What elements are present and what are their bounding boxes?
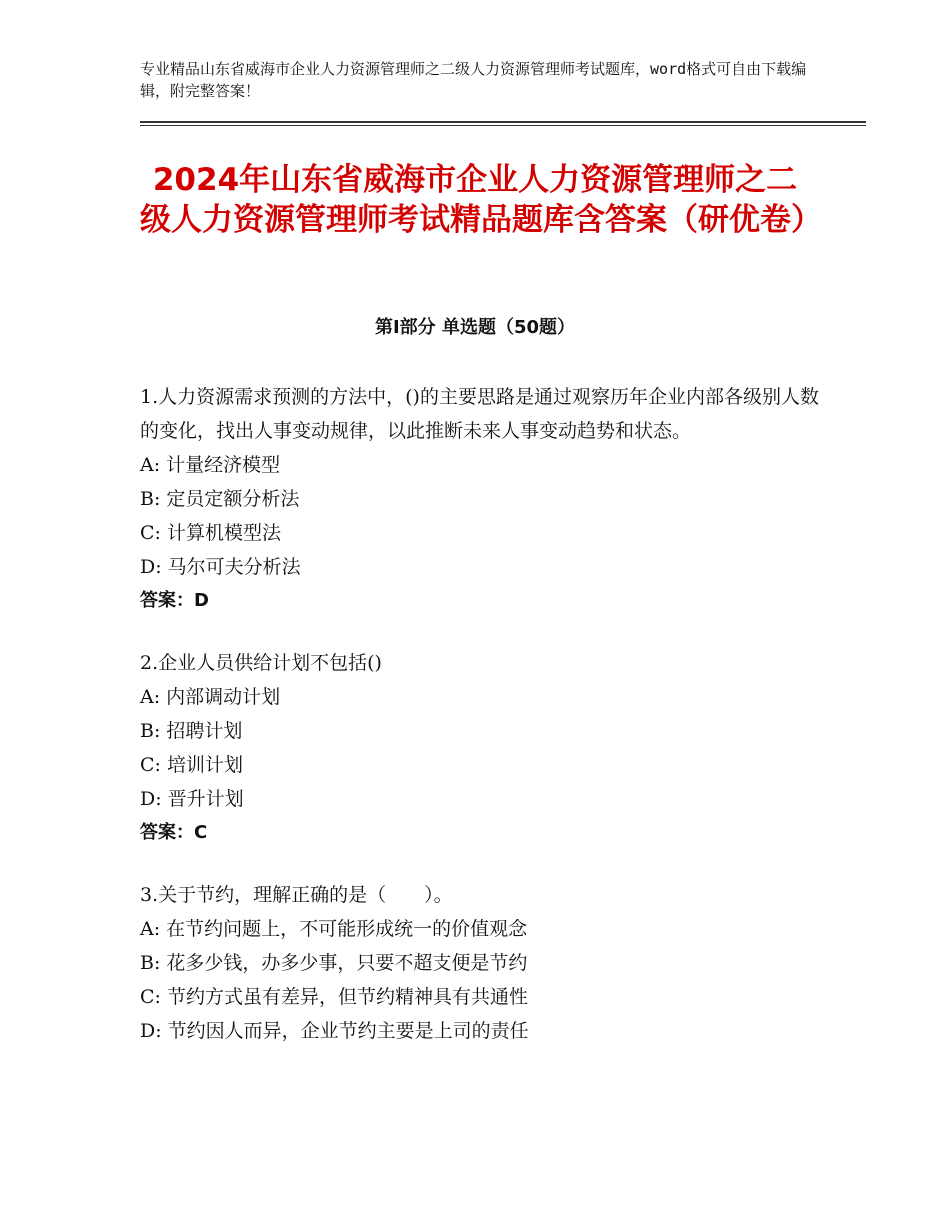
header-divider-thick xyxy=(140,121,866,123)
option-c: C: 节约方式虽有差异，但节约精神具有共通性 xyxy=(140,986,528,1008)
section-title: 第Ⅰ部分 单选题（50题） xyxy=(374,317,575,338)
option-d: D: 晋升计划 xyxy=(140,788,244,810)
option-c: C: 计算机模型法 xyxy=(140,522,281,544)
answer: 答案：D xyxy=(140,590,209,611)
document-title: 2024年山东省威海市企业人力资源管理师之二级人力资源管理师考试精品题库含答案（研优卷） xyxy=(140,162,822,238)
header-divider-thin xyxy=(140,125,866,126)
option-d: D: 马尔可夫分析法 xyxy=(140,556,301,578)
question-2 xyxy=(140,646,820,850)
option-a: A: 计量经济模型 xyxy=(140,454,281,476)
question-stem: 2.企业人员供给计划不包括() xyxy=(140,652,382,674)
question-3 xyxy=(140,878,820,1048)
option-b: B: 花多少钱，办多少事，只要不超支便是节约 xyxy=(140,952,528,974)
option-b: B: 定员定额分析法 xyxy=(140,488,300,510)
option-a: A: 内部调动计划 xyxy=(140,686,281,708)
option-b: B: 招聘计划 xyxy=(140,720,243,742)
option-a: A: 在节约问题上，不可能形成统一的价值观念 xyxy=(140,918,528,940)
question-stem: 3.关于节约，理解正确的是（ ）。 xyxy=(140,884,453,906)
header-note: 专业精品山东省威海市企业人力资源管理师之二级人力资源管理师考试题库，word格式可自由下载编辑，附完整答案！ xyxy=(140,60,807,100)
question-stem: 1.人力资源需求预测的方法中，()的主要思路是通过观察历年企业内部各级别人数的变化，找出人事变动规律，以此推断未来人事变动趋势和状态。 xyxy=(140,386,819,442)
question-1 xyxy=(140,380,820,618)
answer: 答案：C xyxy=(140,822,208,843)
option-d: D: 节约因人而异，企业节约主要是上司的责任 xyxy=(140,1020,529,1042)
option-c: C: 培训计划 xyxy=(140,754,243,776)
question-list xyxy=(140,380,820,1076)
